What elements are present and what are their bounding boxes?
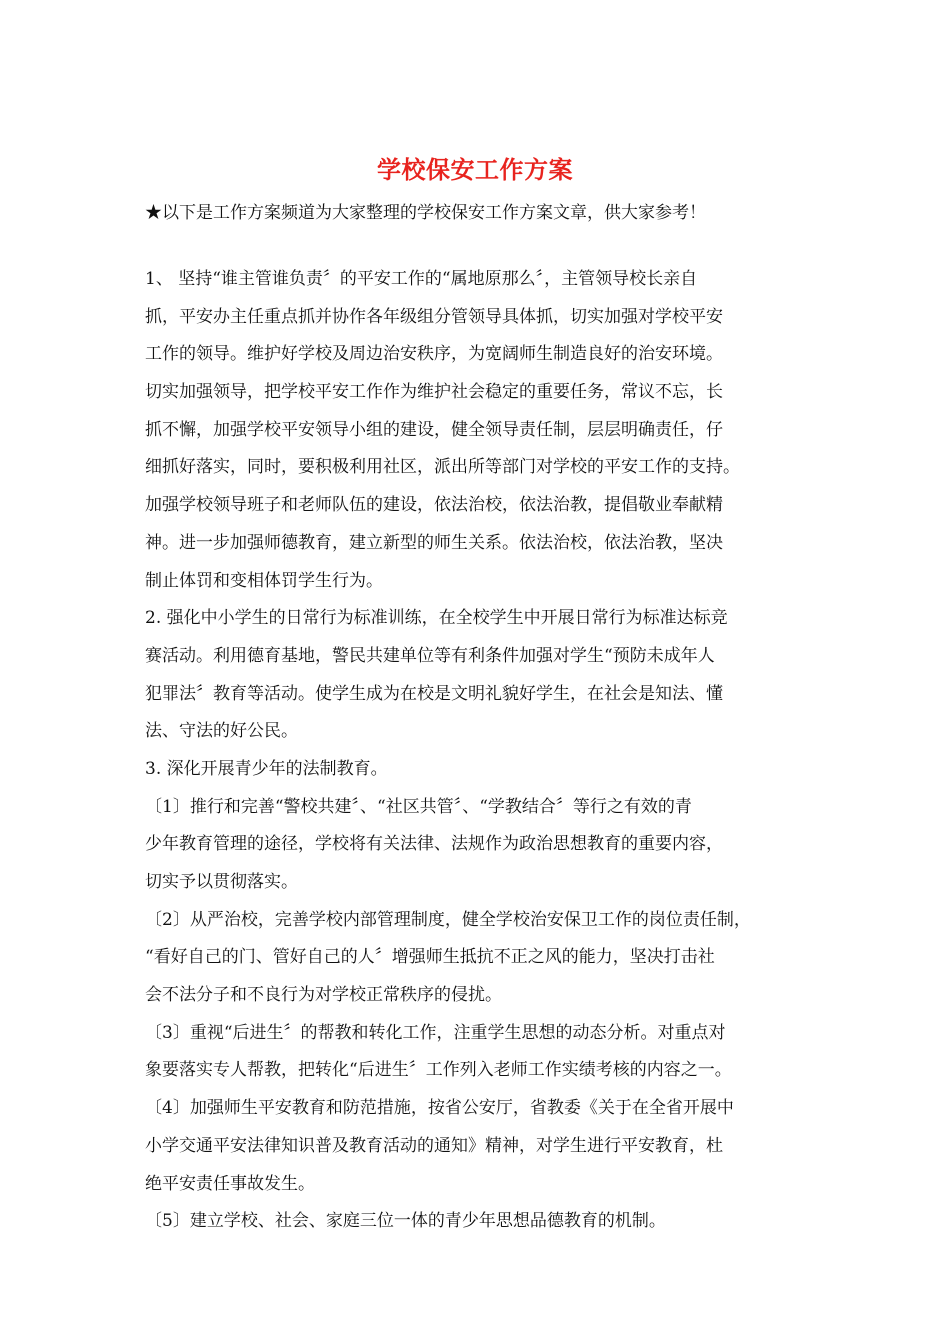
document-title: 学校保安工作方案 (377, 155, 573, 184)
intro-line: ★以下是工作方案频道为大家整理的学校保安工作方案文章，供大家参考！ (145, 203, 706, 223)
body-text-line: 细抓好落实，同时，要积极利用社区，派出所等部门对学校的平安工作的支持。 (145, 457, 740, 478)
body-text-line: 切实予以贯彻落实。 (145, 872, 298, 892)
body-text-line: 〔5〕建立学校、社会、家庭三位一体的青少年思想品德教育的机制。 (145, 1211, 666, 1232)
body-text-line: “看好自己的门、管好自己的人〞增强师生抵抗不正之风的能力，坚决打击社 (145, 947, 715, 968)
body-text-line: 切实加强领导，把学校平安工作作为维护社会稳定的重要任务，常议不忘，长 (145, 382, 723, 403)
body-text-line: 3. 深化开展青少年的法制教育。 (145, 758, 388, 779)
body-text-line: 〔4〕加强师生平安教育和防范措施，按省公安厅，省教委《关于在全省开展中 (145, 1098, 734, 1119)
body-text-line: 少年教育管理的途径，学校将有关法律、法规作为政治思想教育的重要内容， (145, 834, 723, 855)
body-text-line: 抓，平安办主任重点抓并协作各年级组分管领导具体抓，切实加强对学校平安 (145, 306, 723, 327)
body-text-line: 绝平安责任事故发生。 (145, 1173, 315, 1194)
document-body (145, 266, 825, 1246)
body-text-line: 制止体罚和变相体罚学生行为。 (145, 570, 383, 591)
body-text-line: 神。进一步加强师德教育，建立新型的师生关系。依法治校，依法治教，坚决 (145, 532, 723, 553)
body-text-line: 会不法分子和不良行为对学校正常秩序的侵扰。 (145, 985, 502, 1006)
body-text-line: 小学交通平安法律知识普及教育活动的通知》精神，对学生进行平安教育，杜 (145, 1135, 723, 1156)
body-text-line: 〔3〕重视“后进生〞的帮教和转化工作，注重学生思想的动态分析。对重点对 (145, 1022, 726, 1043)
body-text-line: 加强学校领导班子和老师队伍的建设，依法治校，依法治教，提倡敬业奉献精 (145, 495, 723, 516)
body-text-line: 犯罪法〞教育等活动。使学生成为在校是文明礼貌好学生，在社会是知法、懂 (145, 683, 723, 704)
body-text-line: 2. 强化中小学生的日常行为标准训练，在全校学生中开展日常行为标准达标竞 (145, 608, 728, 629)
body-text-line: 〔2〕从严治校，完善学校内部管理制度，健全学校治安保卫工作的岗位责任制， (145, 909, 751, 930)
body-text-line: 赛活动。利用德育基地，警民共建单位等有利条件加强对学生“预防未成年人 (145, 645, 715, 666)
body-text-line: 法、守法的好公民。 (145, 721, 298, 742)
body-text-line: 工作的领导。维护好学校及周边治安秩序，为宽阔师生制造良好的治安环境。 (145, 344, 723, 365)
body-text-line: 抓不懈，加强学校平安领导小组的建设，健全领导责任制，层层明确责任，仔 (145, 419, 723, 440)
body-text-line: 1、 坚持“谁主管谁负责〞的平安工作的“属地原那么〞，主管领导校长亲自 (145, 269, 698, 289)
body-text-line: 〔1〕推行和完善“警校共建〞、“社区共管〞、“学教结合〞等行之有效的青 (145, 796, 692, 817)
body-text-line: 象要落实专人帮教，把转化“后进生〞工作列入老师工作实绩考核的内容之一。 (145, 1060, 732, 1081)
